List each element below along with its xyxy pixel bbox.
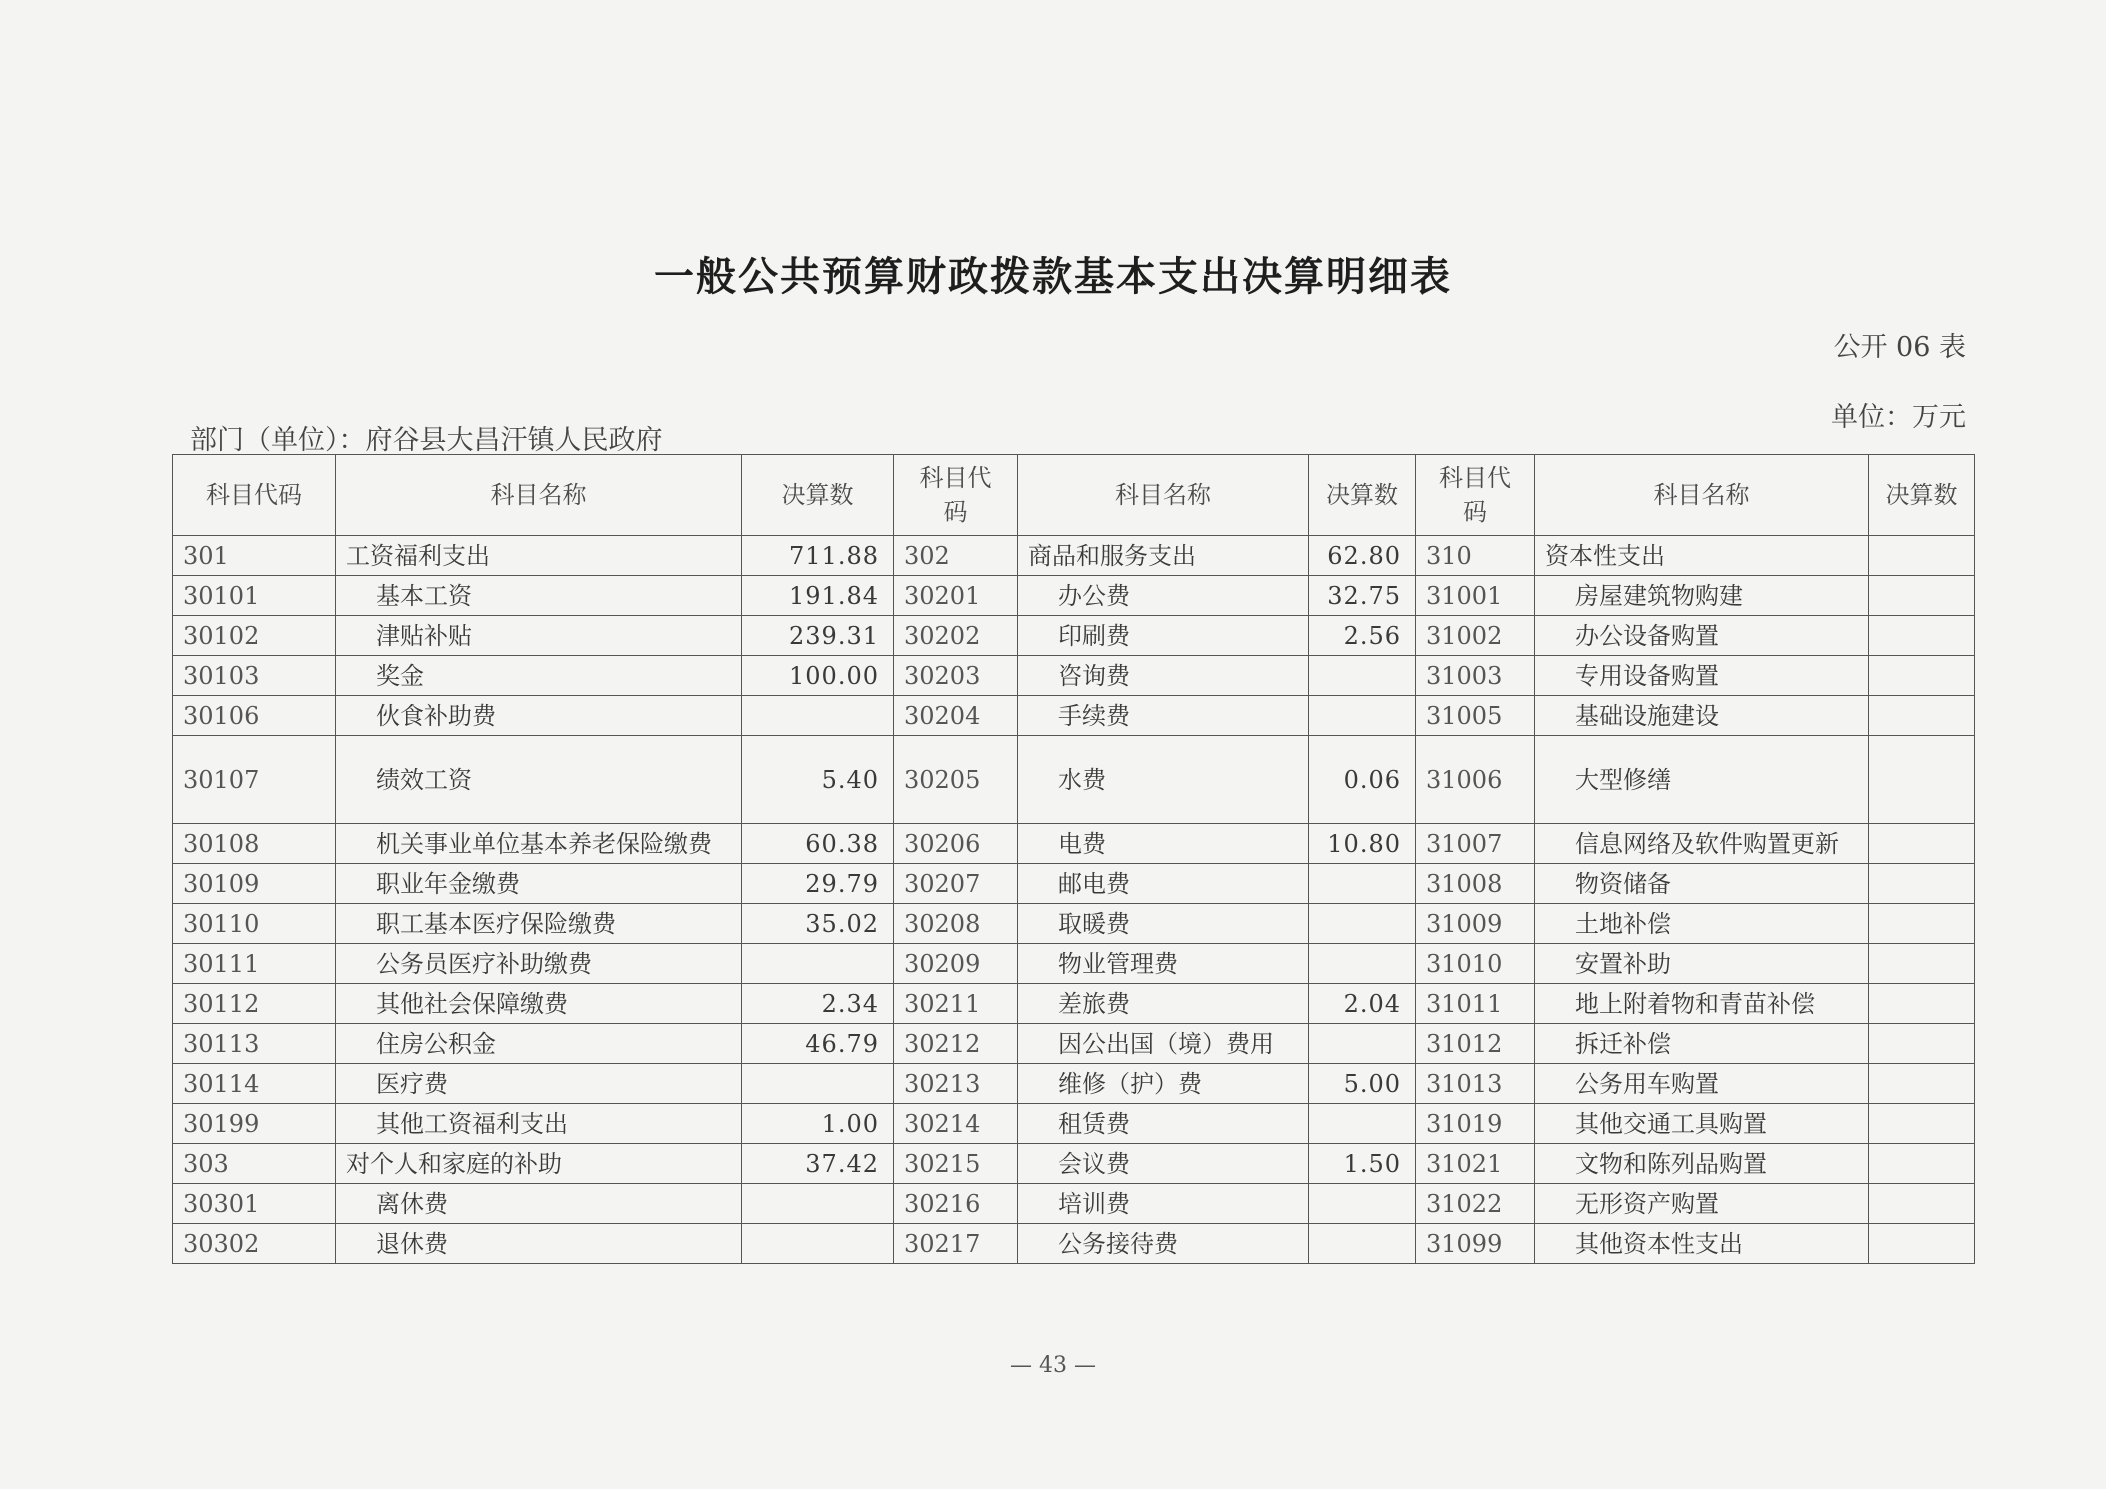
table-body bbox=[173, 536, 1975, 1264]
cell-amount: 46.79 bbox=[742, 1024, 894, 1064]
cell-code: 30102 bbox=[173, 616, 336, 656]
cell-code: 30108 bbox=[173, 824, 336, 864]
cell-amount: 1.00 bbox=[742, 1104, 894, 1144]
cell-name: 绩效工资 bbox=[336, 736, 742, 824]
table-row bbox=[173, 944, 1975, 984]
cell-name: 维修（护）费 bbox=[1018, 1064, 1309, 1104]
header-amount-3: 决算数 bbox=[1869, 455, 1975, 536]
cell-amount bbox=[1869, 1184, 1975, 1224]
expenditure-table bbox=[172, 454, 1975, 1264]
cell-code: 31009 bbox=[1416, 904, 1535, 944]
cell-amount: 62.80 bbox=[1309, 536, 1416, 576]
cell-name: 商品和服务支出 bbox=[1018, 536, 1309, 576]
cell-amount bbox=[742, 1224, 894, 1264]
cell-name: 大型修缮 bbox=[1535, 736, 1869, 824]
cell-amount: 239.31 bbox=[742, 616, 894, 656]
cell-amount bbox=[1869, 616, 1975, 656]
cell-code: 31008 bbox=[1416, 864, 1535, 904]
cell-name: 津贴补贴 bbox=[336, 616, 742, 656]
table-header-row bbox=[173, 455, 1975, 536]
cell-name: 公务用车购置 bbox=[1535, 1064, 1869, 1104]
cell-code: 30199 bbox=[173, 1104, 336, 1144]
cell-name: 租赁费 bbox=[1018, 1104, 1309, 1144]
cell-amount: 5.00 bbox=[1309, 1064, 1416, 1104]
cell-code: 30204 bbox=[894, 696, 1018, 736]
cell-code: 31002 bbox=[1416, 616, 1535, 656]
cell-code: 30201 bbox=[894, 576, 1018, 616]
cell-name: 取暖费 bbox=[1018, 904, 1309, 944]
cell-code: 30205 bbox=[894, 736, 1018, 824]
cell-amount bbox=[1309, 1224, 1416, 1264]
cell-amount bbox=[1309, 864, 1416, 904]
cell-name: 工资福利支出 bbox=[336, 536, 742, 576]
cell-amount bbox=[1869, 736, 1975, 824]
cell-amount: 29.79 bbox=[742, 864, 894, 904]
cell-amount bbox=[1309, 1184, 1416, 1224]
cell-code: 31006 bbox=[1416, 736, 1535, 824]
cell-name: 医疗费 bbox=[336, 1064, 742, 1104]
cell-code: 31019 bbox=[1416, 1104, 1535, 1144]
cell-code: 30206 bbox=[894, 824, 1018, 864]
cell-amount: 32.75 bbox=[1309, 576, 1416, 616]
cell-amount bbox=[1869, 904, 1975, 944]
cell-amount bbox=[1869, 536, 1975, 576]
cell-code: 30213 bbox=[894, 1064, 1018, 1104]
table-row bbox=[173, 616, 1975, 656]
cell-amount: 5.40 bbox=[742, 736, 894, 824]
cell-amount bbox=[1309, 944, 1416, 984]
cell-amount bbox=[742, 1064, 894, 1104]
cell-code: 30216 bbox=[894, 1184, 1018, 1224]
cell-amount bbox=[1869, 944, 1975, 984]
cell-name: 基本工资 bbox=[336, 576, 742, 616]
table-row bbox=[173, 1104, 1975, 1144]
cell-code: 30101 bbox=[173, 576, 336, 616]
cell-code: 31011 bbox=[1416, 984, 1535, 1024]
cell-name: 离休费 bbox=[336, 1184, 742, 1224]
cell-amount bbox=[1869, 824, 1975, 864]
cell-name: 房屋建筑物购建 bbox=[1535, 576, 1869, 616]
cell-amount bbox=[1869, 576, 1975, 616]
cell-code: 31007 bbox=[1416, 824, 1535, 864]
cell-name: 水费 bbox=[1018, 736, 1309, 824]
cell-code: 30113 bbox=[173, 1024, 336, 1064]
cell-name: 其他工资福利支出 bbox=[336, 1104, 742, 1144]
cell-amount: 2.34 bbox=[742, 984, 894, 1024]
page-number: — 43 — bbox=[1010, 1353, 1096, 1378]
cell-name: 办公设备购置 bbox=[1535, 616, 1869, 656]
cell-name: 住房公积金 bbox=[336, 1024, 742, 1064]
cell-name: 公务员医疗补助缴费 bbox=[336, 944, 742, 984]
cell-name: 文物和陈列品购置 bbox=[1535, 1144, 1869, 1184]
cell-name: 咨询费 bbox=[1018, 656, 1309, 696]
cell-code: 301 bbox=[173, 536, 336, 576]
cell-code: 30110 bbox=[173, 904, 336, 944]
cell-amount: 2.56 bbox=[1309, 616, 1416, 656]
header-code-3: 科目代码 bbox=[1416, 455, 1535, 536]
cell-name: 电费 bbox=[1018, 824, 1309, 864]
cell-name: 无形资产购置 bbox=[1535, 1184, 1869, 1224]
cell-amount bbox=[1309, 904, 1416, 944]
cell-name: 伙食补助费 bbox=[336, 696, 742, 736]
cell-amount: 100.00 bbox=[742, 656, 894, 696]
cell-amount bbox=[1309, 1104, 1416, 1144]
cell-name: 差旅费 bbox=[1018, 984, 1309, 1024]
cell-amount bbox=[1869, 696, 1975, 736]
cell-name: 因公出国（境）费用 bbox=[1018, 1024, 1309, 1064]
cell-name: 手续费 bbox=[1018, 696, 1309, 736]
cell-code: 31021 bbox=[1416, 1144, 1535, 1184]
cell-code: 30207 bbox=[894, 864, 1018, 904]
cell-code: 31013 bbox=[1416, 1064, 1535, 1104]
cell-name: 会议费 bbox=[1018, 1144, 1309, 1184]
form-number: 公开 06 表 bbox=[1833, 332, 1966, 363]
cell-name: 退休费 bbox=[336, 1224, 742, 1264]
table-row bbox=[173, 1224, 1975, 1264]
cell-name: 奖金 bbox=[336, 656, 742, 696]
table-row bbox=[173, 576, 1975, 616]
table-row bbox=[173, 904, 1975, 944]
cell-code: 30301 bbox=[173, 1184, 336, 1224]
cell-code: 30214 bbox=[894, 1104, 1018, 1144]
cell-name: 专用设备购置 bbox=[1535, 656, 1869, 696]
cell-amount bbox=[742, 696, 894, 736]
table-row bbox=[173, 736, 1975, 824]
cell-name: 物资储备 bbox=[1535, 864, 1869, 904]
cell-name: 职业年金缴费 bbox=[336, 864, 742, 904]
cell-amount bbox=[1309, 696, 1416, 736]
cell-amount: 711.88 bbox=[742, 536, 894, 576]
header-code-1: 科目代码 bbox=[173, 455, 336, 536]
cell-amount bbox=[742, 1184, 894, 1224]
cell-name: 办公费 bbox=[1018, 576, 1309, 616]
header-name-1: 科目名称 bbox=[336, 455, 742, 536]
cell-code: 31022 bbox=[1416, 1184, 1535, 1224]
cell-code: 31099 bbox=[1416, 1224, 1535, 1264]
header-amount-1: 决算数 bbox=[742, 455, 894, 536]
cell-code: 30202 bbox=[894, 616, 1018, 656]
cell-amount: 37.42 bbox=[742, 1144, 894, 1184]
cell-code: 30111 bbox=[173, 944, 336, 984]
cell-amount: 10.80 bbox=[1309, 824, 1416, 864]
cell-amount bbox=[1869, 984, 1975, 1024]
cell-code: 30209 bbox=[894, 944, 1018, 984]
cell-code: 31003 bbox=[1416, 656, 1535, 696]
cell-code: 30103 bbox=[173, 656, 336, 696]
header-name-3: 科目名称 bbox=[1535, 455, 1869, 536]
cell-name: 邮电费 bbox=[1018, 864, 1309, 904]
cell-amount bbox=[1869, 1104, 1975, 1144]
table-row bbox=[173, 1184, 1975, 1224]
cell-name: 地上附着物和青苗补偿 bbox=[1535, 984, 1869, 1024]
cell-name: 拆迁补偿 bbox=[1535, 1024, 1869, 1064]
cell-name: 信息网络及软件购置更新 bbox=[1535, 824, 1869, 864]
cell-amount: 1.50 bbox=[1309, 1144, 1416, 1184]
cell-amount bbox=[1309, 656, 1416, 696]
cell-amount bbox=[742, 944, 894, 984]
cell-code: 30217 bbox=[894, 1224, 1018, 1264]
table-row bbox=[173, 1024, 1975, 1064]
cell-code: 31012 bbox=[1416, 1024, 1535, 1064]
cell-name: 资本性支出 bbox=[1535, 536, 1869, 576]
cell-code: 30109 bbox=[173, 864, 336, 904]
table-row bbox=[173, 696, 1975, 736]
cell-amount bbox=[1869, 864, 1975, 904]
unit-label: 单位：万元 bbox=[1831, 402, 1966, 433]
cell-amount bbox=[1869, 1064, 1975, 1104]
table-row bbox=[173, 984, 1975, 1024]
cell-amount bbox=[1869, 1224, 1975, 1264]
table-row bbox=[173, 864, 1975, 904]
cell-name: 公务接待费 bbox=[1018, 1224, 1309, 1264]
cell-amount: 60.38 bbox=[742, 824, 894, 864]
cell-amount: 2.04 bbox=[1309, 984, 1416, 1024]
cell-amount bbox=[1869, 656, 1975, 696]
cell-code: 30215 bbox=[894, 1144, 1018, 1184]
cell-code: 30107 bbox=[173, 736, 336, 824]
header-name-2: 科目名称 bbox=[1018, 455, 1309, 536]
table-row bbox=[173, 536, 1975, 576]
cell-code: 30106 bbox=[173, 696, 336, 736]
table-row bbox=[173, 1144, 1975, 1184]
cell-name: 物业管理费 bbox=[1018, 944, 1309, 984]
cell-amount: 191.84 bbox=[742, 576, 894, 616]
table-row bbox=[173, 1064, 1975, 1104]
header-code-2: 科目代码 bbox=[894, 455, 1018, 536]
cell-amount bbox=[1309, 1024, 1416, 1064]
cell-name: 安置补助 bbox=[1535, 944, 1869, 984]
cell-code: 31005 bbox=[1416, 696, 1535, 736]
cell-name: 印刷费 bbox=[1018, 616, 1309, 656]
cell-amount bbox=[1869, 1144, 1975, 1184]
cell-name: 职工基本医疗保险缴费 bbox=[336, 904, 742, 944]
cell-name: 对个人和家庭的补助 bbox=[336, 1144, 742, 1184]
cell-name: 培训费 bbox=[1018, 1184, 1309, 1224]
cell-name: 基础设施建设 bbox=[1535, 696, 1869, 736]
cell-code: 30203 bbox=[894, 656, 1018, 696]
cell-name: 机关事业单位基本养老保险缴费 bbox=[336, 824, 742, 864]
department-label: 部门（单位）：府谷县大昌汗镇人民政府 bbox=[190, 425, 663, 456]
cell-code: 310 bbox=[1416, 536, 1535, 576]
cell-amount: 0.06 bbox=[1309, 736, 1416, 824]
table-row bbox=[173, 824, 1975, 864]
page-title: 一般公共预算财政拨款基本支出决算明细表 bbox=[654, 253, 1452, 300]
cell-code: 30302 bbox=[173, 1224, 336, 1264]
cell-code: 30212 bbox=[894, 1024, 1018, 1064]
header-amount-2: 决算数 bbox=[1309, 455, 1416, 536]
cell-code: 30211 bbox=[894, 984, 1018, 1024]
cell-code: 303 bbox=[173, 1144, 336, 1184]
table-row bbox=[173, 656, 1975, 696]
cell-code: 31010 bbox=[1416, 944, 1535, 984]
cell-code: 30208 bbox=[894, 904, 1018, 944]
cell-name: 其他交通工具购置 bbox=[1535, 1104, 1869, 1144]
cell-name: 其他资本性支出 bbox=[1535, 1224, 1869, 1264]
cell-amount: 35.02 bbox=[742, 904, 894, 944]
cell-code: 30114 bbox=[173, 1064, 336, 1104]
cell-code: 30112 bbox=[173, 984, 336, 1024]
cell-code: 302 bbox=[894, 536, 1018, 576]
cell-amount bbox=[1869, 1024, 1975, 1064]
cell-name: 其他社会保障缴费 bbox=[336, 984, 742, 1024]
cell-name: 土地补偿 bbox=[1535, 904, 1869, 944]
cell-code: 31001 bbox=[1416, 576, 1535, 616]
